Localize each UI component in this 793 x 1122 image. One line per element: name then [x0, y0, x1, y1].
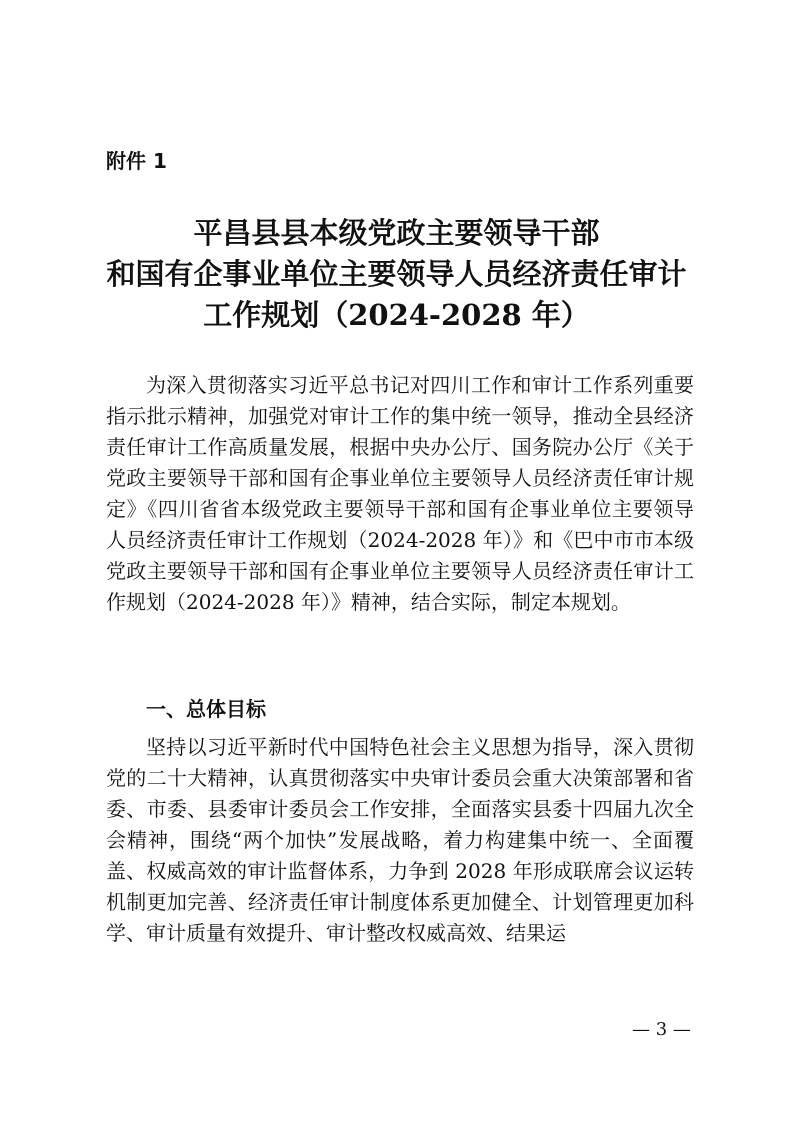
- title-line-2: 和国有企事业单位主要领导人员经济责任审计: [106, 257, 687, 291]
- page-number: — 3 —: [632, 1019, 691, 1040]
- document-title: [0, 213, 793, 336]
- attachment-label: 附件 1: [106, 149, 167, 173]
- title-line-3: 工作规划（2024-2028 年）: [203, 298, 590, 332]
- title-line-1: 平昌县县本级党政主要领导干部: [193, 216, 600, 250]
- intro-paragraph: 为深入贯彻落实习近平总书记对四川工作和审计工作系列重要指示批示精神，加强党对审计工作的集中统一领导，推动全县经济责任审计工作高质量发展，根据中央办公厅、国务院办公厅《关于党政主要领导干部和国有企事业单位主要领导人员经济责任审计规定》《四川省省本级党政主要领导干部和国有企事业单位主要领导人员经济责任审计工作规划（2024-2028 年）》和《巴中市市本级党政主要领导干部和国有企事业单位主要领导人员经济责任审计工作规划（2024-2028 年）》精神，结合实际，制定本规划。: [106, 373, 694, 614]
- section-heading-overall-goal: 一、总体目标: [146, 697, 266, 721]
- goal-paragraph: 坚持以习近平新时代中国特色社会主义思想为指导，深入贯彻党的二十大精神，认真贯彻落实中央审计委员会重大决策部署和省委、市委、县委审计委员会工作安排，全面落实县委十四届九次全会精神，围绕“两个加快”发展战略，着力构建集中统一、全面覆盖、权威高效的审计监督体系，力争到 2028 年形成联席会议运转机制更加完善、经济责任审计制度体系更加健全、计划管理更加科学、审计质量有效提升、审计整改权威高效、结果运: [106, 735, 694, 945]
